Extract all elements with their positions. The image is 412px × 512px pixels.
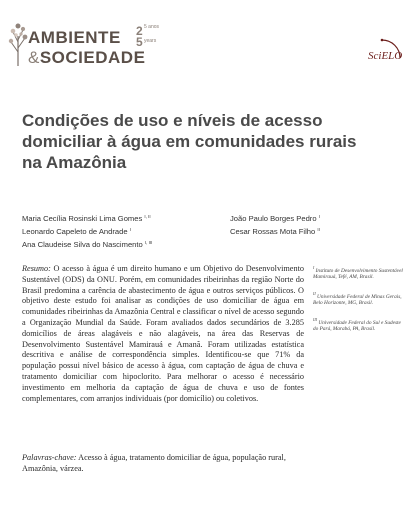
affiliations (313, 265, 405, 343)
author-name: Ana Claudeise Silva do Nascimento (22, 240, 143, 249)
logo-ampersand: & (28, 48, 40, 67)
affiliation-text: Universidade Federal de Minas Gerais, Belo Horizonte, MG, Brasil. (313, 293, 402, 307)
tree-logo-icon (8, 22, 30, 68)
keywords (22, 453, 304, 475)
affiliation-item (313, 291, 405, 307)
author-name: João Paulo Borges Pedro (230, 214, 317, 223)
affiliation-text: Instituto de Desenvolvimento Sustentável Mamirauá, Tefé, AM, Brasil. (313, 267, 403, 281)
author-affiliation-mark: I (129, 227, 131, 232)
author (22, 224, 152, 237)
author-affiliation-mark: I (318, 214, 320, 219)
page-header (0, 0, 412, 80)
author-affiliation-mark: II (317, 227, 320, 232)
anniversary-number-2: 5 (136, 35, 143, 49)
logo-wordmark-sociedade (28, 48, 145, 68)
author (22, 237, 152, 250)
author (230, 211, 320, 224)
anniversary-text-2: years (144, 38, 157, 44)
abstract-label: Resumo: (22, 264, 51, 273)
scielo-logo[interactable] (362, 36, 402, 70)
author-name: Cesar Rossas Mota Filho (230, 227, 316, 236)
affiliation-text: Universidade Federal do Sul e Sudeste do Pará, Marabá, PA, Brasil. (313, 319, 401, 333)
affiliation-item (313, 265, 405, 281)
author-affiliation-mark: I, II (144, 214, 151, 219)
article-title: Condições de uso e níveis de acesso domiciliar à água em comunidades rurais na Amazônia (22, 111, 357, 172)
author-list-left (22, 211, 152, 250)
keywords-label: Palavras-chave: (22, 453, 77, 462)
author (22, 211, 152, 224)
affiliation-mark: III (313, 316, 317, 322)
author-list-right (230, 211, 320, 237)
abstract (22, 264, 304, 404)
logo-wordmark-ambiente: AMBIENTE (28, 28, 121, 47)
author-affiliation-mark: I, III (144, 240, 153, 245)
author (230, 224, 320, 237)
author-name: Maria Cecília Rosinski Lima Gomes (22, 214, 143, 223)
abstract-text: O acesso à água é um direito humano e um Objetivo do Desenvolvimento Sustentável (ODS) da ONU. Porém, em comunidades ribeirinhas da região Norte do Brasil predomina a carência de abastecimento de água e outros serviços públicos. O objetivo deste estudo foi analisar as condições de uso domiciliar de água em comunidades ribeirinhas da Amazônia Central e classificar o nível de acesso segundo a Organização Mundial da Saúde. Foram avaliados dados secundários de 3.285 domicílios de áreas alagáveis e não alagáveis, na área das Reservas de Desenvolvimento Sustentável Mamirauá e Amanã. Foram utilizadas estatística descritiva e análise de correspondência simples. Identificou-se que 71% da população possui nível básico de acesso à água, com captação de água de chuva e tratamento domiciliar com hipoclorito. Para melhorar o acesso é necessário investimento em melhoria da captação de água de chuva e uso de fontes complementares, com arranjos individuais (por domicílio) ou coletivos. (22, 264, 304, 403)
journal-logo[interactable] (8, 22, 158, 72)
affiliation-item (313, 317, 405, 333)
anniversary-text-1: 5 anos (144, 24, 160, 30)
keywords-text: Acesso à água, tratamento domiciliar de água, população rural, Amazônia, várzea. (22, 453, 286, 473)
anniversary-number-1: 2 (136, 24, 143, 38)
logo-sociedade-text: SOCIEDADE (39, 48, 146, 67)
author-name: Leonardo Capeleto de Andrade (22, 227, 128, 236)
affiliation-mark: I (313, 265, 315, 270)
scielo-wordmark: SciELO (368, 50, 403, 62)
affiliation-mark: II (313, 290, 316, 296)
